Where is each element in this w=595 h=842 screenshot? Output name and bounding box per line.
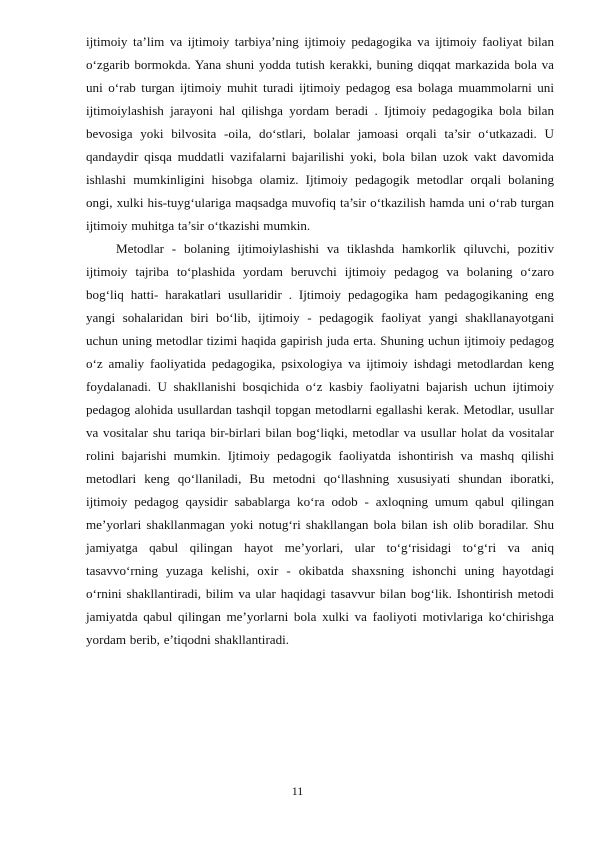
paragraph-1: ijtimoiy ta’lim va ijtimoiy tarbiya’ning ijtimoiy pedagogika va ijtimoiy faoliyat bilan o‘zgarib bormokda. Yana shuni yodda tutish kerakki, buning diqqat markazida bola va uni o‘rab turgan ijtimoiy muhit turadi ijtimoiy pedagog esa bolaga muammolarni uni ijtimoiylashish jarayoni hal qilishga yordam beradi . Ijtimoiy pedagogika bola bilan bevosiga yoki bilvosita -oila, do‘stlari, bolalar jamoasi orqali ta’sir o‘utkazadi. U qandaydir qisqa muddatli vazifalarni bajarilishi yoki, bola bilan uzok vakt davomida ishlashi mumkinligini hisobga olamiz. Ijtimoiy pedagogik metodlar orqali bolaning ongi, xulki his-tuyg‘ulariga maqsadga muvofiq ta’sir o‘tkazilish hamda uni o‘rab turgan ijtimoiy muhitga ta’sir o‘tkazishi mumkin.: [86, 34, 554, 233]
paragraph-2: Metodlar - bolaning ijtimoiylashishi va tiklashda hamkorlik qiluvchi, pozitiv ijtimoiy tajriba to‘plashida yordam beruvchi ijtimoiy pedagog va bolaning o‘zaro bog‘liq hatti- harakatlari usullaridir . Ijtimoiy pedagogika ham pedagogikaning eng yangi sohalaridan biri bo‘lib, ijtimoiy - pedagogik faoliyat yangi shakllanayotgani uchun uning metodlar tizimi haqida gapirish juda erta. Shuning uchun ijtimoiy pedagog o‘z amaliy faoliyatida pedagogika, psixologiya va ijtimoiy ishdagi metodlardan keng foydalanadi. U shakllanishi bosqichida o‘z kasbiy faoliyatni bajarish uchun ijtimoiy pedagog alohida usullardan tashqil topgan metodlarni egallashi kerak. Metodlar, usullar va vositalar shu tariqa bir-birlari bilan bog‘liqki, metodlar va usullar holat da vositalar rolini bajarishi mumkin. Ijtimoiy pedagogik faoliyatda ishontirish va mashq qilishi metodlari keng qo‘llaniladi, Bu metodni qo‘llashning xususiyati shundan iboratki, ijtimoiy pedagog qaysidir sabablarga ko‘ra odob - axloqning umum qabul qilingan me’yorlari shakllanmagan yoki notug‘ri shakllangan bola bilan ish olib boradilar. Shu jamiyatga qabul qilingan hayot me’yorlari, ular to‘g‘risidagi to‘g‘ri va aniq tasavvo‘rning yuzaga kelishi, oxir - okibatda shaxsning ishonchi uning hayotdagi o‘rnini shakllantiradi, bilim va ular haqidagi tasavvur bilan bog‘lik. Ishontirish metodi jamiyatda qabul qilingan me’yorlarni bola xulki va faoliyoti motivlariga ko‘chirishga yordam berib, e’tiqodni shakllantiradi.: [86, 241, 554, 647]
page-number: 11: [291, 784, 304, 798]
body-text: [86, 30, 554, 651]
